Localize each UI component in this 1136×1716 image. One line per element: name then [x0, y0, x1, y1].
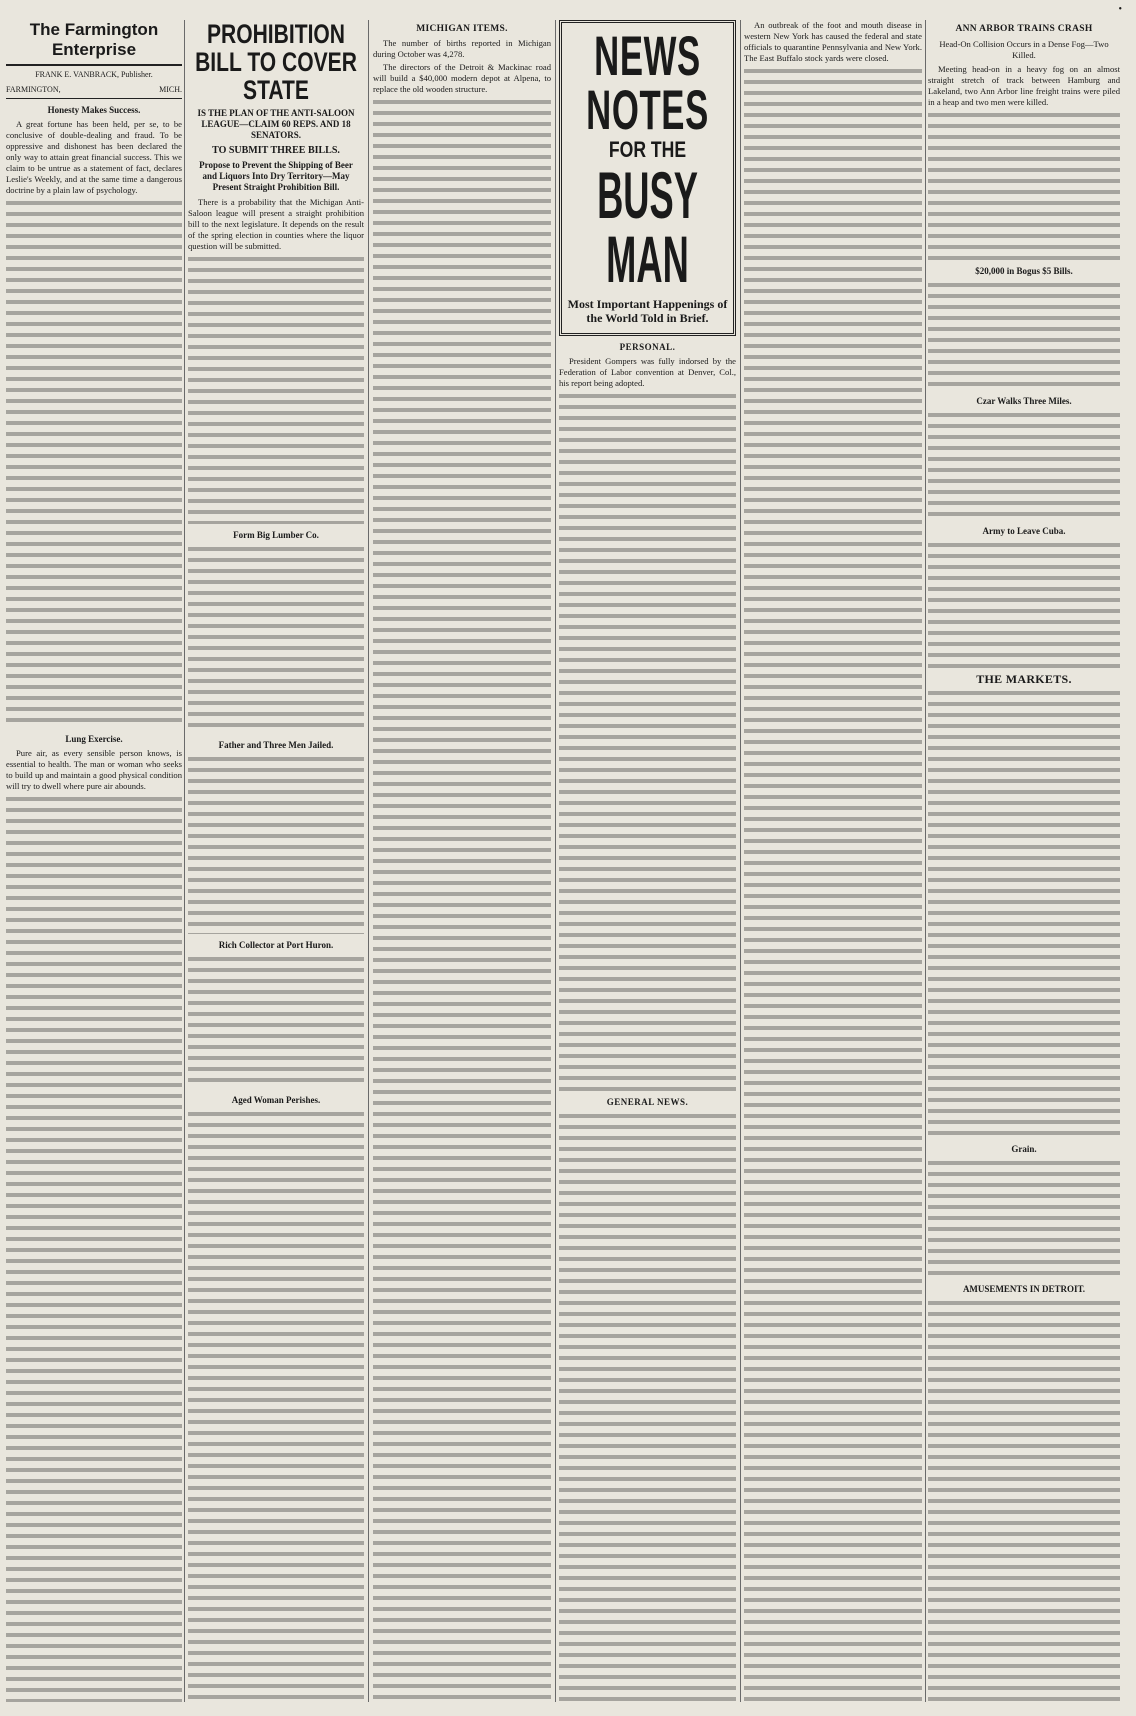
section-heading: PERSONAL.: [619, 342, 676, 352]
article-text: The number of births reported in Michigan during October was 4,278.: [373, 38, 551, 59]
section-heading: GENERAL NEWS.: [606, 1097, 689, 1107]
article-text-block: [928, 540, 1120, 670]
article-text-block: [928, 1298, 1120, 1702]
column-rule: [184, 20, 185, 1702]
article-heading: Rich Collector at Port Huron.: [218, 940, 334, 950]
column-3: [373, 20, 551, 1702]
article-text-block: [373, 97, 551, 1702]
column-rule: [368, 20, 369, 1702]
article-text-block: [188, 544, 364, 734]
article-heading: Father and Three Men Jailed.: [218, 740, 334, 750]
column-rule: [555, 20, 556, 1702]
news-notes-heading: NEWS NOTES: [586, 24, 709, 141]
markets-text-block: [928, 688, 1120, 1138]
news-notes-subhead: Most Important Happenings of the World Told in Brief.: [567, 297, 728, 325]
article-subhead: Head-On Collision Occurs in a Dense Fog—Two Killed.: [939, 39, 1109, 60]
article-subhead: Propose to Prevent the Shipping of Beer and Liquors Into Dry Territory—May Present Straight Prohibition Bill.: [199, 160, 353, 192]
article-heading: Czar Walks Three Miles.: [976, 396, 1072, 406]
article-subhead: TO SUBMIT THREE BILLS.: [212, 145, 340, 156]
article-heading: Honesty Makes Success.: [47, 105, 141, 115]
article-text-block: [559, 391, 736, 1091]
article-text-block: [188, 754, 364, 934]
column-5: [744, 20, 922, 1702]
article-heading: Lung Exercise.: [65, 734, 123, 744]
column-4: [559, 20, 736, 1702]
state-name: MICH.: [159, 85, 182, 94]
column-heading: MICHIGAN ITEMS.: [416, 24, 508, 34]
article-text-block: [559, 1111, 736, 1702]
markets-text-block: [928, 1158, 1120, 1278]
article-text-block: [928, 410, 1120, 520]
article-heading: Army to Leave Cuba.: [982, 526, 1066, 536]
news-notes-heading: FOR THE: [608, 137, 687, 162]
article-headline: PROHIBITION BILL TO COVER STATE: [195, 20, 357, 105]
article-text-block: [188, 1109, 364, 1702]
page-mark: •: [1118, 4, 1122, 15]
column-rule: [740, 20, 741, 1702]
article-heading: Form Big Lumber Co.: [233, 530, 319, 540]
article-heading: Aged Woman Perishes.: [231, 1095, 321, 1105]
column-6: [928, 20, 1120, 1702]
article-text: The directors of the Detroit & Mackinac road will build a $40,000 modern depot at Alpena, to replace the old wooden structure.: [373, 62, 551, 94]
article-text-block: [928, 280, 1120, 390]
masthead-title: The Farmington Enterprise: [6, 20, 182, 66]
markets-heading: THE MARKETS.: [976, 672, 1072, 686]
column-2: [188, 20, 364, 1702]
place-name: FARMINGTON,: [6, 85, 61, 94]
article-text-block: [188, 254, 364, 524]
article-text: President Gompers was fully indorsed by the Federation of Labor convention at Denver, Col., his report being adopted.: [559, 356, 736, 388]
article-text-block: [6, 198, 182, 728]
dateline: [6, 82, 182, 99]
article-text: There is a probability that the Michigan Anti-Saloon league will present a straight prohibition bill to the next legislature. It depends on the result of the spring election in counties where the liquor question will be submitted.: [188, 197, 364, 251]
news-notes-heading: BUSY MAN: [597, 158, 698, 296]
column-1: [6, 20, 182, 1702]
article-headline: ANN ARBOR TRAINS CRASH: [955, 24, 1093, 34]
article-subhead: IS THE PLAN OF THE ANTI-SALOON LEAGUE—CLAIM 60 REPS. AND 18 SENATORS.: [197, 108, 355, 140]
news-notes-box: [559, 20, 736, 336]
article-text: Pure air, as every sensible person knows, is essential to health. The man or woman who seeks to build up and maintain a good physical condition will try to dwell where pure air abounds.: [6, 748, 182, 791]
article-heading: $20,000 in Bogus $5 Bills.: [975, 266, 1073, 276]
column-rule: [925, 20, 926, 1702]
article-text-block: [188, 954, 364, 1089]
markets-subheading: Grain.: [1011, 1144, 1037, 1154]
article-text: A great fortune has been held, per se, to be conclusive of double-dealing and fraud. To be oppressive and dishonest has been declared the only way to attain great financial success. This we claim to be untrue as a statement of fact, declares Leslie's Weekly, and at the same time a dangerous doctrine by a plain law of psychology.: [6, 119, 182, 195]
article-heading: AMUSEMENTS IN DETROIT.: [962, 1284, 1086, 1294]
article-text: An outbreak of the foot and mouth disease in western New York has caused the federal and state officials to quarantine Pennsylvania and New York. The East Buffalo stock yards were closed.: [744, 20, 922, 63]
article-text-block: [744, 66, 922, 1702]
publisher-line: FRANK E. VANBRACK, Publisher.: [35, 70, 153, 79]
article-text-block: [6, 794, 182, 1702]
article-text: Meeting head-on in a heavy fog on an almost straight stretch of track between Hamburg and Lakeland, two Ann Arbor line freight trains were piled in a heap and two men were killed.: [928, 64, 1120, 107]
article-text-block: [928, 110, 1120, 260]
